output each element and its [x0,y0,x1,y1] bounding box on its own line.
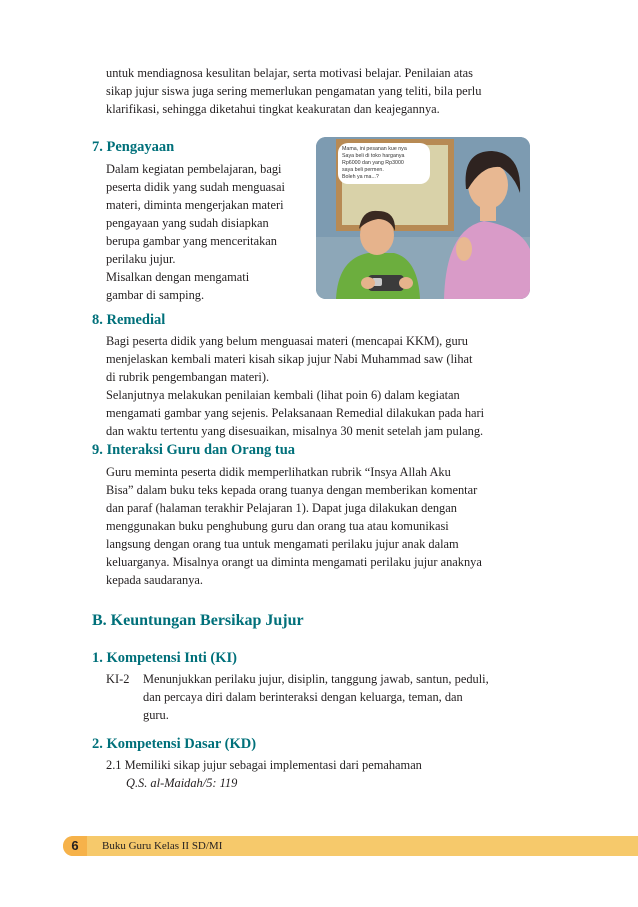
kd-reference: Q.S. al-Maidah/5: 119 [126,776,238,790]
remedial-line: di rubrik pengembangan materi). [106,370,270,384]
pengayaan-line: Dalam kegiatan pembelajaran, bagi [106,162,282,176]
interaksi-line: langsung dengan orang tua untuk mengamati perilaku jujur anak dalam [106,537,459,551]
speech-line: Boleh ya ma...? [342,174,379,180]
interaksi-line: Guru meminta peserta didik memperlihatkan rubrik “Insya Allah Aku [106,465,451,479]
pengayaan-line: peserta didik yang sudah menguasai [106,180,285,194]
kd-heading: 2. Kompetensi Dasar (KD) [92,736,257,752]
intro-line: untuk mendiagnosa kesulitan belajar, serta motivasi belajar. Penilaian atas [106,66,473,80]
speech-line: Saya beli di toko harganya [342,153,405,159]
pengayaan-line: materi, diminta mengerjakan materi [106,198,284,212]
kd-item: 2.1 Memiliki sikap jujur sebagai implementasi dari pemahaman [106,758,422,772]
pengayaan-paragraph [106,160,304,304]
pengayaan-line: pengayaan yang sudah disiapkan [106,216,269,230]
speech-line: saya beli permen. [342,167,384,173]
remedial-paragraph [106,332,532,440]
speech-line: Rp6000 dan yang Rp3000 [342,160,404,166]
intro-line: sikap jujur siswa juga sering memerlukan pengamatan yang teliti, bila perlu [106,84,482,98]
ki-code: KI-2 [106,672,130,686]
remedial-line: Selanjutnya melakukan penilaian kembali (lihat poin 6) dalam kegiatan [106,388,460,402]
interaksi-paragraph [106,463,532,589]
intro-paragraph [106,64,532,118]
interaksi-line: kepada saudaranya. [106,573,204,587]
section-b-heading: B. Keuntungan Bersikap Jujur [92,612,304,629]
pengayaan-line: perilaku jujur. [106,252,176,266]
ki-heading: 1. Kompetensi Inti (KI) [92,650,237,666]
remedial-line: mengamati gambar yang sejenis. Pelaksanaan Remedial dilakukan pada hari [106,406,485,420]
ki-line: guru. [143,708,169,722]
pengayaan-heading: 7. Pengayaan [92,139,175,155]
speech-bubble [338,143,430,184]
remedial-line: Bagi peserta didik yang belum menguasai materi (mencapai KKM), guru [106,334,468,348]
interaksi-heading: 9. Interaksi Guru dan Orang tua [92,442,296,458]
interaksi-line: dan paraf (halaman terakhir Pelajaran 1). Dapat juga dilakukan dengan [106,501,457,515]
remedial-line: menjelaskan kembali materi kisah sikap jujur Nabi Muhammad saw (lihat [106,352,473,366]
illustration-child-and-mother [316,137,530,299]
interaksi-line: keluarganya. Misalnya orangt ua diminta mengamati perilaku jujur anaknya [106,555,482,569]
speech-line: Mama, ini pesanan kue nya [342,146,407,152]
ki-text [143,670,532,724]
remedial-line: dan waktu tertentu yang disesuaikan, misalnya 30 menit setelah jam pulang. [106,424,484,438]
pengayaan-line: berupa gambar yang menceritakan [106,234,277,248]
interaksi-line: Bisa” dalam buku teks kepada orang tuanya dengan memberikan komentar [106,483,478,497]
ki-item [106,670,532,724]
intro-line: klarifikasi, sehingga diketahui tingkat keakuratan dan keajegannya. [106,102,440,116]
remedial-heading: 8. Remedial [92,312,166,328]
ki-line: Menunjukkan perilaku jujur, disiplin, tanggung jawab, santun, peduli, [143,672,489,686]
pengayaan-line: gambar di samping. [106,288,205,302]
interaksi-line: menggunakan buku penghubung guru dan orang tua atau komunikasi [106,519,449,533]
pengayaan-line: Misalkan dengan mengamati [106,270,250,284]
ki-line: dan percaya diri dalam berinteraksi dengan keluarga, teman, dan [143,690,463,704]
page-number: 6 [63,836,87,856]
footer-book-title: Buku Guru Kelas II SD/MI [102,840,223,852]
